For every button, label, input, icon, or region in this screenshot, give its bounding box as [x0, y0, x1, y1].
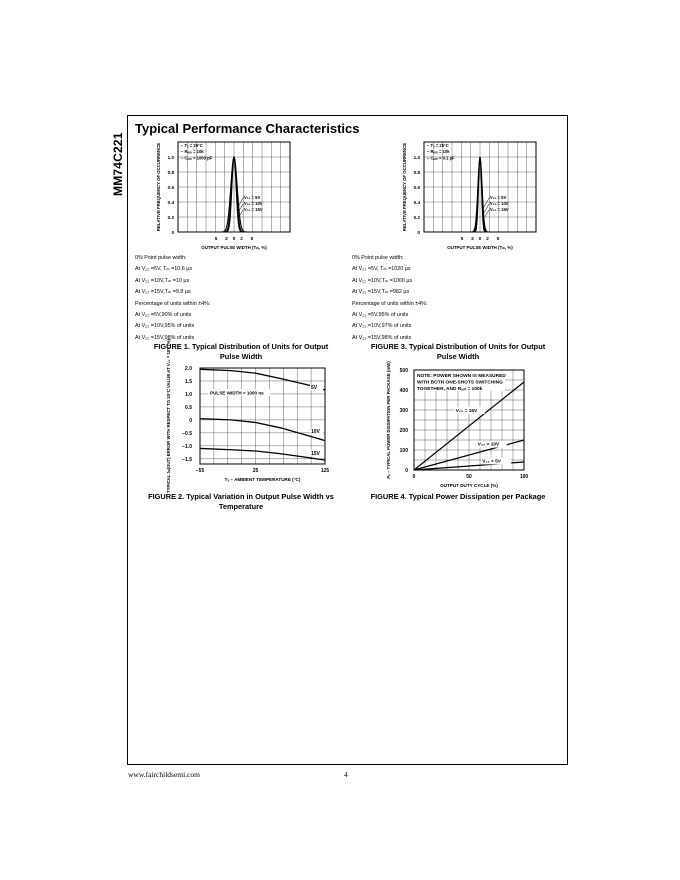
fig1-note: At V₂₂ =5V,90% of units: [135, 311, 192, 318]
fig3-svg: [386, 140, 536, 260]
x-tick-label: 2: [225, 236, 228, 241]
fig1-caption-line2: Pulse Width: [219, 351, 263, 361]
series-label: V₂₂ = 5V: [243, 195, 261, 200]
y-tick-label: 0.2: [167, 214, 174, 220]
y-tick-label: 0.5: [185, 404, 192, 411]
y-tick-label: 2.0: [185, 366, 192, 372]
y-tick-label: 0.6: [413, 184, 420, 190]
fig3-note: At V₂₂ =10V,97% of units: [352, 323, 412, 330]
fig1-note: At V₂₂ =10V,95% of units: [135, 323, 195, 330]
y-tick-label: 0.6: [167, 184, 174, 190]
y-tick-label: 0.2: [413, 214, 420, 220]
series-label: V₂₂ = 15V: [243, 207, 263, 212]
fig3-caption-line1: FIGURE 3. Typical Distribution of Units for Output: [370, 342, 546, 351]
fig1-note: At V₂₂ =15V,98% of units: [135, 334, 195, 341]
x-tick-label: 125: [320, 468, 330, 474]
fig3-note: At V₂₂ =5V,95% of units: [352, 311, 409, 318]
condition-label: – Tₐ = 25°C: [181, 143, 203, 148]
series-label: V₂₂ = 5V: [482, 459, 501, 465]
y-tick-label: 0: [171, 229, 174, 235]
y-tick-label: 0.4: [413, 199, 420, 205]
fig3-chart: [386, 140, 536, 260]
temperature-curve: [200, 419, 325, 441]
fig4-chart: [380, 362, 550, 488]
condition-label: – Cₑₓₜ = 1000 pF: [181, 155, 213, 161]
fig1-note: At V₂₂ =15V,Tₘ =9.8 µs: [135, 289, 191, 296]
fig1-svg: [158, 136, 308, 260]
fig3-note: At V₂₂ =15V,Tₘ =982 µs: [352, 289, 410, 296]
fig2-caption: [136, 492, 346, 511]
y-tick-label: 0.8: [413, 169, 420, 175]
annotation-text: WITH BOTH ONE-SHOTS SWITCHING: [417, 380, 503, 386]
fig3-note: 0% Point pulse width:: [352, 255, 404, 261]
y-tick-label: 0.4: [167, 199, 174, 205]
x-tick-label: 2: [486, 236, 489, 241]
y-axis-label: RELATIVE FREQUENCY OF OCCURRENCE: [156, 142, 161, 232]
series-label: V₂₂ = 10V: [477, 442, 500, 448]
leader-line: [484, 204, 490, 214]
y-tick-label: −1.5: [182, 456, 192, 463]
y-tick-label: −0.5: [182, 430, 192, 437]
fig4-svg: [380, 362, 550, 488]
fig3-note: At V₂₂ =5V, Tₘ =1020 µs: [352, 266, 411, 273]
condition-label: – Rₑₓₜ = 10k: [181, 149, 204, 155]
y-tick-label: 0: [405, 468, 408, 474]
y-tick-label: −1.0: [182, 443, 192, 450]
y-tick-label: 1.0: [167, 154, 174, 160]
fig1-caption-line1: FIGURE 1. Typical Distribution of Units for Output: [153, 342, 329, 351]
fig1-chart: [158, 136, 308, 260]
x-axis-label: OUTPUT PULSE WIDTH (Tₘ, %): [201, 245, 267, 250]
x-axis-label: OUTPUT PULSE WIDTH (Tₘ, %): [447, 245, 513, 250]
series-label: V₂₂ = 15V: [455, 409, 478, 414]
x-tick-label: 0: [412, 474, 416, 480]
y-tick-label: 0: [417, 229, 420, 235]
leader-line: [483, 198, 490, 210]
y-axis-label: RELATIVE FREQUENCY OF OCCURRENCE: [402, 142, 407, 232]
annotation-text: PULSE WIDTH = 1000 ns: [210, 390, 264, 396]
condition-label: – Cₑₓₜ = 0.1 µF: [427, 155, 455, 161]
series-label: V₂₂ = 10V: [489, 201, 509, 206]
x-tick-label: 25: [252, 468, 259, 474]
x-tick-label: 0: [232, 236, 236, 241]
series-label: 15V: [311, 450, 320, 457]
section-title: Typical Performance Characteristics: [135, 121, 360, 136]
fig1-notes: [135, 253, 210, 344]
fig3-caption-line2: Pulse Width: [436, 351, 480, 361]
fig3-note: Percentage of units within ±4%:: [352, 300, 428, 307]
y-tick-label: 300: [399, 408, 408, 414]
temperature-curve: [200, 369, 325, 390]
y-tick-label: 0: [189, 417, 192, 424]
fig4-caption: [353, 492, 563, 502]
x-tick-label: 100: [519, 474, 529, 480]
fig3-notes: [352, 253, 427, 344]
x-tick-label: 5: [496, 236, 500, 241]
x-tick-label: 5: [460, 236, 464, 241]
x-tick-label: 0: [478, 236, 482, 241]
part-number-side-label: [111, 116, 127, 196]
series-label: 10V: [311, 428, 320, 435]
fig1-note: At V₂₂ =10V,Tₘ =10 µs: [135, 277, 190, 284]
x-axis-label: Tₐ – AMBIENT TEMPERATURE (°C): [224, 477, 301, 482]
y-tick-label: 400: [399, 388, 408, 394]
series-label: V₂₂ = 10V: [243, 201, 263, 206]
fig1-note: At V₂₂ =5V, Tₘ =10.6 µs: [135, 266, 193, 273]
fig3-note: At V₂₂ =10V,Tₘ =1000 µs: [352, 277, 413, 284]
y-tick-label: 100: [399, 448, 408, 454]
series-label: 5V: [311, 384, 318, 391]
fig4-caption-line1: FIGURE 4. Typical Power Dissipation per Package: [370, 492, 546, 501]
x-tick-label: 50: [466, 474, 472, 480]
y-tick-label: 1.0: [185, 391, 192, 398]
fig3-caption: [353, 342, 563, 361]
y-tick-label: 1.0: [413, 154, 420, 160]
fig2-caption-line1: FIGURE 2. Typical Variation in Output Pulse Width vs: [148, 492, 334, 501]
footer-url: www.fairchildsemi.com: [128, 770, 200, 779]
y-tick-label: 500: [399, 368, 408, 374]
condition-label: – Rₑₓₜ = 10k: [427, 149, 450, 155]
part-number-text: MM74C221: [111, 132, 125, 196]
temperature-curve: [200, 448, 325, 460]
series-label: V₂₂ = 5V: [489, 195, 507, 200]
series-label: V₂₂ = 15V: [489, 207, 509, 212]
y-tick-label: 0.8: [167, 169, 174, 175]
x-tick-label: 5: [250, 236, 254, 241]
fig1-note: Percentage of units within ±4%:: [135, 300, 211, 307]
fig3-note: At V₂₂ =15V,98% of units: [352, 334, 412, 341]
y-tick-label: 200: [399, 428, 408, 434]
annotation-text: TOGETHER, AND Rₑₓₜ = 100k: [417, 386, 483, 392]
fig2-caption-line2: Temperature: [218, 501, 264, 511]
x-tick-label: −55: [195, 468, 205, 474]
annotation-text: NOTE: POWER SHOWN IS MEASURED: [417, 374, 506, 379]
footer-page-number: 4: [344, 770, 348, 779]
x-axis-label: OUTPUT DUTY CYCLE (%): [440, 483, 498, 488]
y-axis-label: Pₑ – TYPICAL POWER DISSIPATION PER PACKAGE (mW): [386, 361, 391, 479]
y-tick-label: 1.5: [185, 378, 192, 385]
x-tick-label: 2: [240, 236, 243, 241]
fig1-note: 0% Point pulse width:: [135, 255, 187, 261]
x-tick-label: 5: [214, 236, 218, 241]
x-tick-label: 2: [471, 236, 474, 241]
y-axis-label: TYPICAL tₘ(OUT) ERROR WITH RESPECT TO 25°C VALUE AT V₂₂ = 10V (%): [166, 339, 171, 493]
condition-label: – Tₐ = 25°C: [427, 143, 449, 148]
